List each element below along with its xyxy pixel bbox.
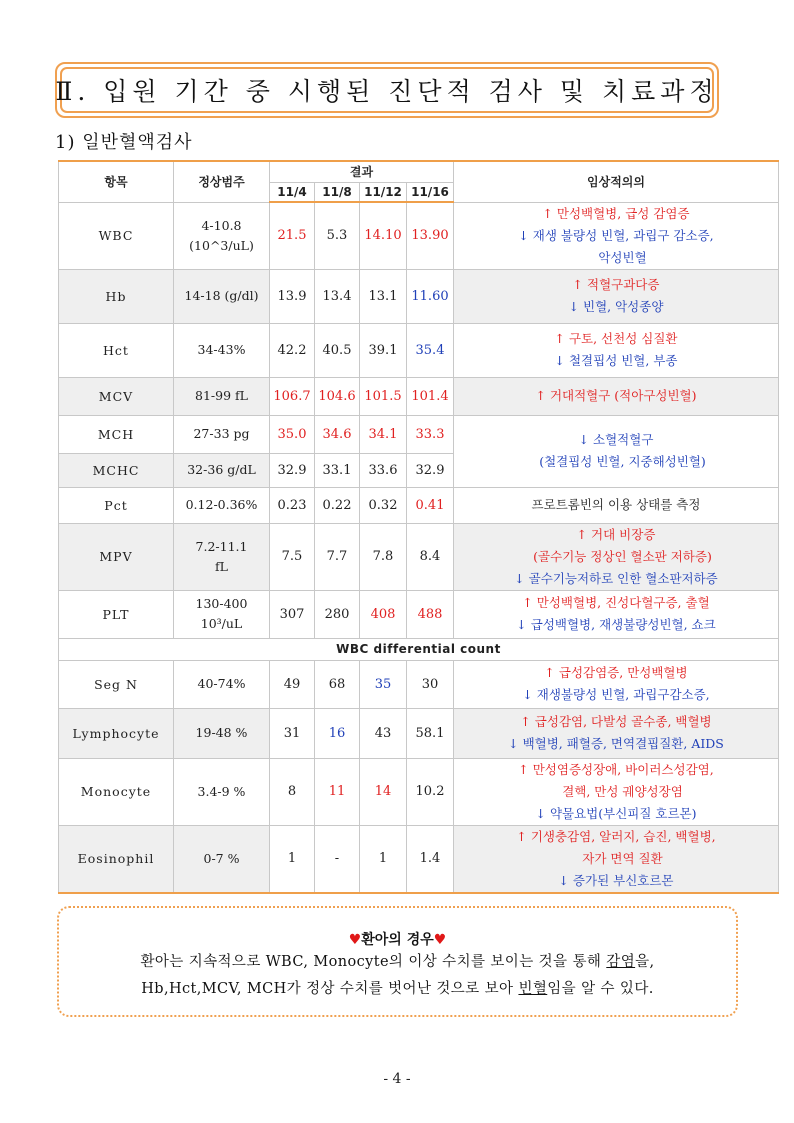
normal-range: 3.4-9 %	[174, 758, 270, 825]
header-date: 11/12	[360, 182, 407, 202]
clinical-significance: 프로트롬빈의 이용 상태를 측정	[454, 487, 779, 523]
page-title: Ⅱ. 입원 기간 중 시행된 진단적 검사 및 치료과정	[55, 77, 719, 106]
title-box-inner	[55, 67, 719, 113]
result-value: 408	[360, 590, 407, 638]
result-value: 31	[270, 708, 315, 758]
result-value: 14	[360, 758, 407, 825]
test-name: Pct	[59, 487, 174, 523]
clinical-significance: ↑ 구토, 선천성 심질환 ↓ 철결핍성 빈혈, 부종	[454, 323, 779, 377]
table-row	[59, 487, 779, 523]
result-value: 35.4	[407, 323, 454, 377]
test-name: MCHC	[59, 453, 174, 487]
note-heading-text: 환아의 경우	[361, 932, 434, 948]
note-line-2: Hb,Hct,MCV, MCH가 정상 수치를 벗어난 것으로 보아 빈혈임을 알 수 있다.	[141, 981, 654, 997]
table-row	[59, 202, 779, 269]
normal-range: 0-7 %	[174, 825, 270, 893]
blood-test-table	[58, 160, 779, 894]
result-value: 101.4	[407, 377, 454, 415]
clinical-significance: ↑ 거대적혈구 (적아구성빈혈)	[454, 377, 779, 415]
clinical-significance: ↑ 만성백혈병, 진성다혈구증, 출혈 ↓ 급성백혈병, 재생불량성빈혈, 쇼크	[454, 590, 779, 638]
test-name: PLT	[59, 590, 174, 638]
result-value: 13.4	[315, 269, 360, 323]
header-date: 11/16	[407, 182, 454, 202]
result-value: 307	[270, 590, 315, 638]
result-value: 32.9	[270, 453, 315, 487]
clinical-significance: ↑ 만성백혈병, 급성 감염증 ↓ 재생 불량성 빈혈, 과립구 감소증, 악성빈혈	[454, 202, 779, 269]
result-value: -	[315, 825, 360, 893]
normal-range: 130-400 10³/uL	[174, 590, 270, 638]
result-value: 21.5	[270, 202, 315, 269]
result-value: 8.4	[407, 523, 454, 590]
result-value: 43	[360, 708, 407, 758]
section-title: 1) 일반혈액검사	[55, 132, 193, 153]
clinical-significance: ↑ 만성염증성장애, 바이러스성감염, 결핵, 만성 궤양성장염 ↓ 약물요법(부신피질 호르몬)	[454, 758, 779, 825]
table-row	[59, 708, 779, 758]
result-value: 39.1	[360, 323, 407, 377]
page-number: - 4 -	[383, 1071, 411, 1087]
result-value: 68	[315, 660, 360, 708]
result-value: 49	[270, 660, 315, 708]
result-value: 34.6	[315, 415, 360, 453]
normal-range: 7.2-11.1 fL	[174, 523, 270, 590]
result-value: 488	[407, 590, 454, 638]
result-value: 13.90	[407, 202, 454, 269]
note-line-1: 환아는 지속적으로 WBC, Monocyte의 이상 수치를 보이는 것을 통해 감염을,	[140, 954, 655, 970]
table-row	[59, 825, 779, 893]
result-value: 11	[315, 758, 360, 825]
normal-range: 34-43%	[174, 323, 270, 377]
result-value: 14.10	[360, 202, 407, 269]
table-row	[59, 660, 779, 708]
result-value: 34.1	[360, 415, 407, 453]
test-name: Lymphocyte	[59, 708, 174, 758]
header-date: 11/8	[315, 182, 360, 202]
result-value: 1.4	[407, 825, 454, 893]
clinical-significance: ↑ 급성감염증, 만성백혈병 ↓ 재생불량성 빈혈, 과립구감소증,	[454, 660, 779, 708]
test-name: MCV	[59, 377, 174, 415]
test-name: MCH	[59, 415, 174, 453]
result-value: 5.3	[315, 202, 360, 269]
table-row	[59, 758, 779, 825]
table-row	[59, 377, 779, 415]
result-value: 7.8	[360, 523, 407, 590]
header-range: 정상범주	[174, 161, 270, 202]
table-row	[59, 323, 779, 377]
result-value: 13.1	[360, 269, 407, 323]
note-heading	[59, 929, 736, 949]
clinical-significance: ↓ 소혈적혈구 (철결핍성 빈혈, 지중해성빈혈)	[454, 415, 779, 487]
header-item: 항목	[59, 161, 174, 202]
table-subheader	[59, 638, 779, 660]
result-value: 42.2	[270, 323, 315, 377]
result-value: 0.22	[315, 487, 360, 523]
header-date: 11/4	[270, 182, 315, 202]
test-name: Seg N	[59, 660, 174, 708]
test-name: MPV	[59, 523, 174, 590]
test-name: Monocyte	[59, 758, 174, 825]
result-value: 10.2	[407, 758, 454, 825]
result-value: 32.9	[407, 453, 454, 487]
header-result: 결과	[270, 161, 454, 182]
result-value: 16	[315, 708, 360, 758]
result-value: 30	[407, 660, 454, 708]
result-value: 35	[360, 660, 407, 708]
result-value: 33.1	[315, 453, 360, 487]
result-value: 104.6	[315, 377, 360, 415]
normal-range: 0.12-0.36%	[174, 487, 270, 523]
result-value: 1	[360, 825, 407, 893]
table-row	[59, 269, 779, 323]
heart-icon: ♥	[348, 932, 362, 948]
result-value: 13.9	[270, 269, 315, 323]
normal-range: 27-33 pg	[174, 415, 270, 453]
patient-note-box	[57, 906, 738, 1017]
result-value: 101.5	[360, 377, 407, 415]
normal-range: 19-48 %	[174, 708, 270, 758]
normal-range: 81-99 fL	[174, 377, 270, 415]
result-value: 280	[315, 590, 360, 638]
result-value: 35.0	[270, 415, 315, 453]
result-value: 1	[270, 825, 315, 893]
table-row	[59, 590, 779, 638]
table-row	[59, 415, 779, 453]
clinical-significance: ↑ 거대 비장증 (골수기능 정상인 혈소판 저하증) ↓ 골수기능저하로 인한 혈소판저하증	[454, 523, 779, 590]
table-row	[59, 523, 779, 590]
test-name: WBC	[59, 202, 174, 269]
clinical-significance: ↑ 기생충감염, 알러지, 습진, 백혈병, 자가 면역 질환 ↓ 증가된 부신호르몬	[454, 825, 779, 893]
header-significance: 임상적의의	[454, 161, 779, 202]
result-value: 7.7	[315, 523, 360, 590]
test-name: Eosinophil	[59, 825, 174, 893]
normal-range: 14-18 (g/dl)	[174, 269, 270, 323]
result-value: 40.5	[315, 323, 360, 377]
result-value: 7.5	[270, 523, 315, 590]
title-box	[55, 62, 719, 118]
result-value: 0.32	[360, 487, 407, 523]
clinical-significance: ↑ 급성감염, 다발성 골수종, 백혈병 ↓ 백혈병, 패혈증, 면역결핍질환, AIDS	[454, 708, 779, 758]
test-name: Hb	[59, 269, 174, 323]
result-value: 0.41	[407, 487, 454, 523]
result-value: 33.6	[360, 453, 407, 487]
differential-title: WBC differential count	[59, 638, 779, 660]
test-name: Hct	[59, 323, 174, 377]
normal-range: 4-10.8 (10^3/uL)	[174, 202, 270, 269]
result-value: 8	[270, 758, 315, 825]
heart-icon: ♥	[433, 932, 447, 948]
result-value: 106.7	[270, 377, 315, 415]
result-value: 11.60	[407, 269, 454, 323]
result-value: 0.23	[270, 487, 315, 523]
clinical-significance: ↑ 적혈구과다증 ↓ 빈혈, 악성종양	[454, 269, 779, 323]
normal-range: 40-74%	[174, 660, 270, 708]
result-value: 58.1	[407, 708, 454, 758]
result-value: 33.3	[407, 415, 454, 453]
normal-range: 32-36 g/dL	[174, 453, 270, 487]
